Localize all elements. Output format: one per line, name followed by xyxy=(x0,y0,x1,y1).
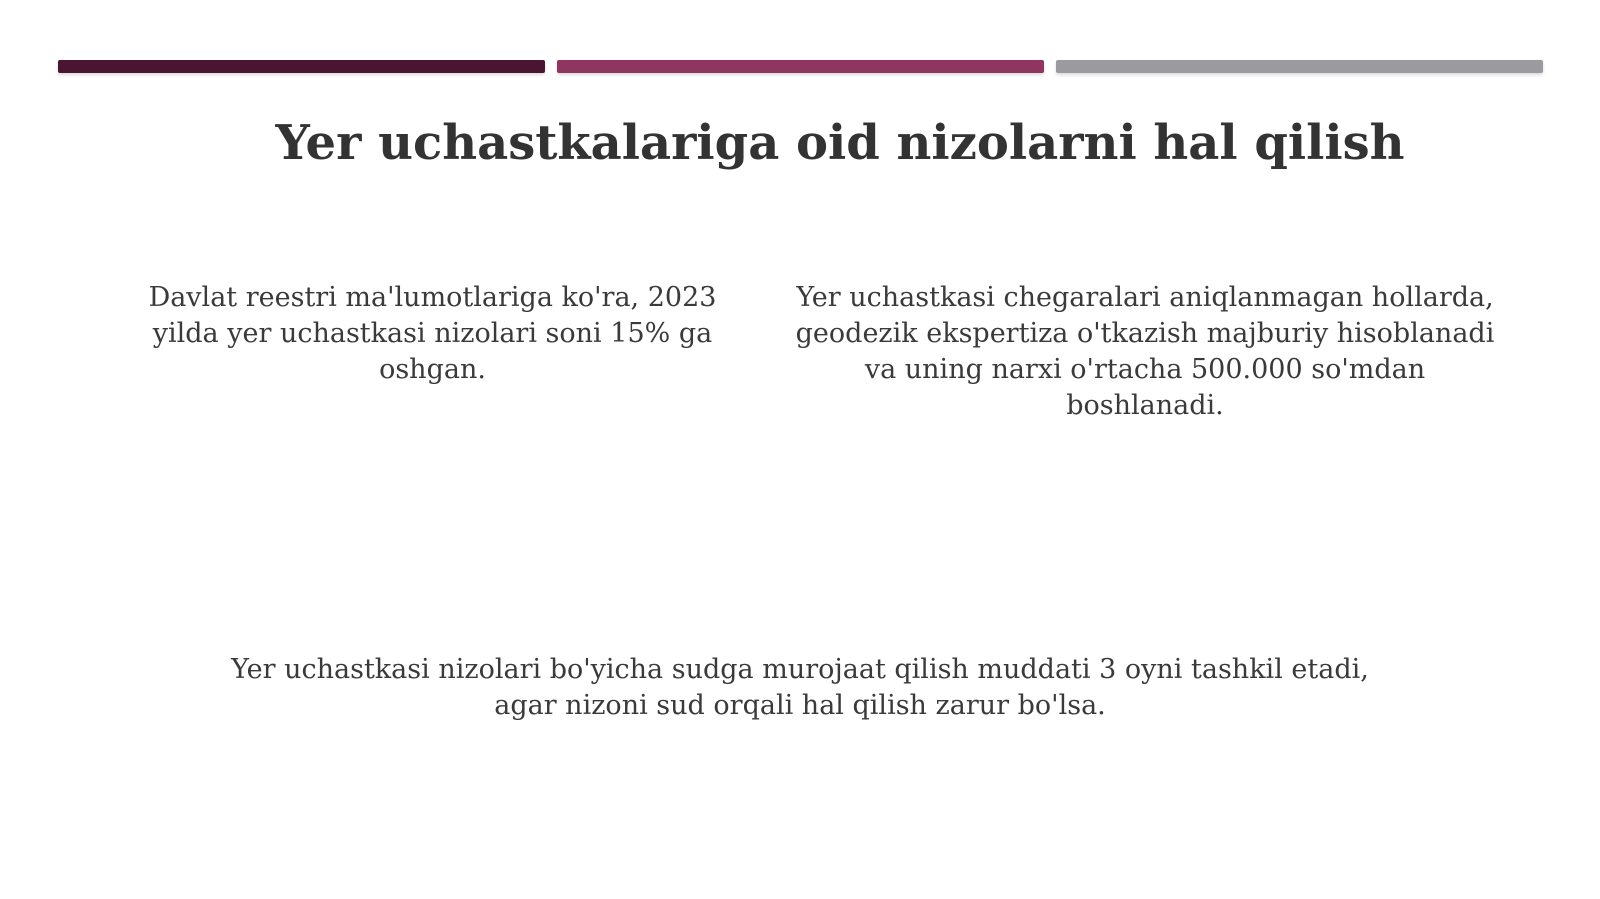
text-block-bottom: Yer uchastkasi nizolari bo'yicha sudga murojaat qilish muddati 3 oyni tashkil etadi, agar nizoni sud orqali hal qilish zarur bo'lsa. xyxy=(231,654,1369,721)
slide-title: Yer uchastkalariga oid nizolarni hal qilish xyxy=(275,115,1405,171)
accent-bar-magenta xyxy=(557,60,1044,73)
accent-bar-gray xyxy=(1056,60,1543,73)
text-block-left: Davlat reestri ma'lumotlariga ko'ra, 2023 yilda yer uchastkasi nizolari soni 15% ga oshgan. xyxy=(148,282,717,385)
accent-bar-dark xyxy=(58,60,545,73)
text-block-right: Yer uchastkasi chegaralari aniqlanmagan hollarda, geodezik ekspertiza o'tkazish majburiy hisoblanadi va uning narxi o'rtacha 500.000 so'mdan boshlanadi. xyxy=(795,282,1495,421)
